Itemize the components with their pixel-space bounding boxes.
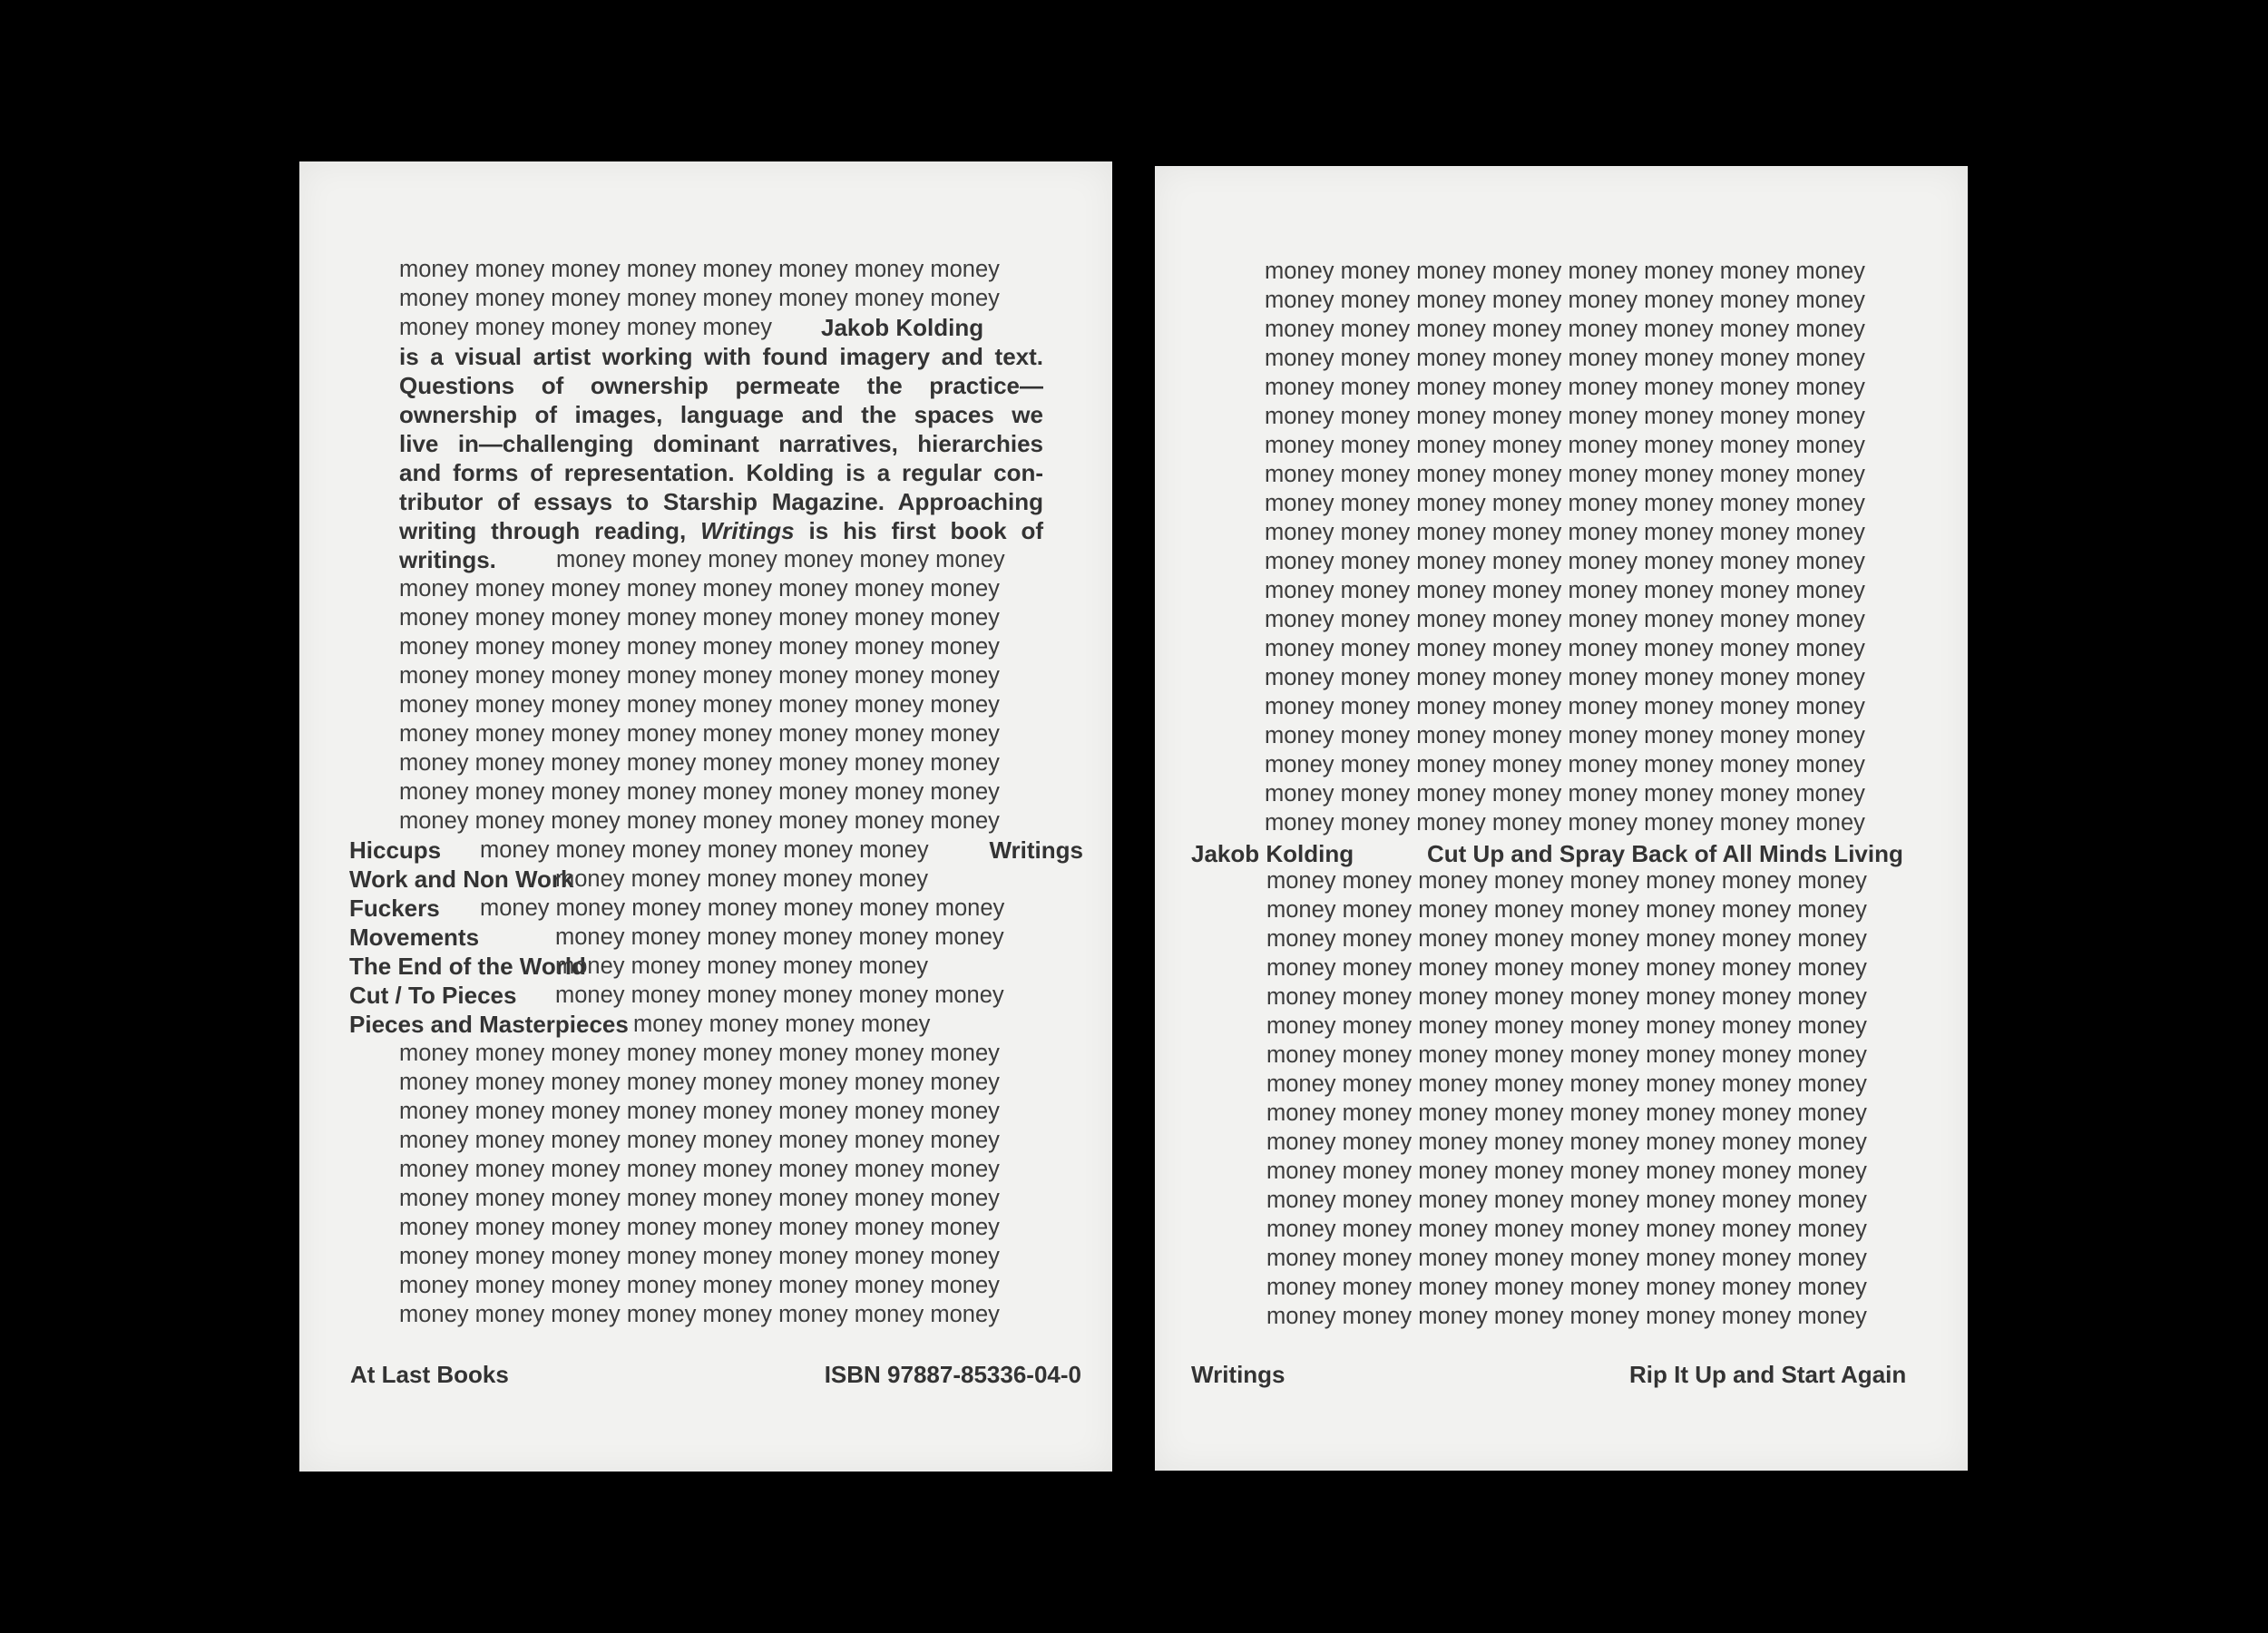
money-line: money money money money money [555,866,929,892]
money-line: money money money money money money money money [1265,636,1865,661]
money-line: money money money money money money money money [399,1157,1000,1182]
money-line: money money money money money money money money [399,692,1000,718]
money-line: money money money money money money money money [399,1099,1000,1124]
money-line: money money money money money money money money [1265,404,1865,429]
money-line: money money money money money money money money [1266,1275,1867,1300]
money-line: money money money money money money money money [1265,810,1865,836]
money-line: money money money money money money money money [1266,1217,1867,1242]
money-line: money money money money money money money money [399,1215,1000,1240]
money-line: money money money money money money money money [1265,723,1865,748]
back-cover [299,161,1112,1472]
bio-text: is his first book of [794,517,1043,544]
money-line: money money money money money money money money [399,1070,1000,1095]
money-line: money money money money money money money money [1265,317,1865,342]
money-line: money money money money money [399,315,773,340]
money-line: money money money money money money [556,547,1005,572]
bio-line: is a visual artist working with found imagery and text. [399,343,1043,370]
money-line: money money money money money money money money [1265,549,1865,574]
contents-title: Cut / To Pieces [349,982,517,1009]
bio-line [399,516,1043,545]
money-line: money money money money money money money money [1266,1129,1867,1155]
money-line: money money money money money money money money [1266,955,1867,981]
contents-heading: Writings [989,836,1083,864]
publisher-name: At Last Books [350,1361,509,1388]
money-line: money money money money money money money money [1265,491,1865,516]
contents-title: Pieces and Masterpieces [349,1011,629,1038]
book-title: Writings [1191,1361,1286,1388]
money-line: money money money money money [555,953,929,979]
bio-line: and forms of representation. Kolding is a regular con- [399,459,1043,486]
money-line: money money money money money money money money [1266,868,1867,894]
money-line: money money money money money money money money [1266,1071,1867,1097]
money-line: money money money money money money money money [399,779,1000,805]
money-line: money money money money money money [555,924,1004,950]
money-line: money money money money money money money money [1266,1100,1867,1126]
money-line: money money money money money money money money [1266,926,1867,952]
money-line: money money money money money money money [480,895,1005,921]
money-line: money money money money money money money money [399,1186,1000,1211]
money-line: money money money money money money money money [399,1041,1000,1066]
money-line: money money money money money money money money [1265,578,1865,603]
contents-title: The End of the World [349,953,586,980]
money-line: money money money money money money money money [399,1128,1000,1153]
contents-title: Work and Non Work [349,865,574,893]
money-line: money money money money money money money money [399,663,1000,689]
money-line: money money money money money money money money [1266,984,1867,1010]
bio-line: tributor of essays to Starship Magazine. Approaching [399,488,1043,515]
money-line: money money money money money money money money [399,634,1000,660]
money-line: money money money money money money [480,837,929,863]
contents-title: Movements [349,924,480,951]
money-line: money money money money money money money money [1266,1013,1867,1039]
money-line: money money money money money money money money [1266,1246,1867,1271]
money-line: money money money money money money money money [1266,1159,1867,1184]
money-line: money money money money money money money money [1265,259,1865,284]
bio-line: ownership of images, language and the spaces we [399,401,1043,428]
book-subtitle: Cut Up and Spray Back of All Minds Living [1427,840,1903,867]
contents-title: Hiccups [349,836,442,864]
money-line: money money money money money money money money [1265,752,1865,777]
bio-text: writing through reading, [399,517,701,544]
money-line: money money money money money money money money [1265,694,1865,719]
money-line: money money money money money money money money [399,257,1000,282]
money-line: money money money money money money money money [399,750,1000,776]
money-line: money money money money money money money money [1265,462,1865,487]
money-line: money money money money money money money money [1265,665,1865,690]
money-line: money money money money [633,1012,931,1037]
money-line: money money money money money money [555,983,1004,1008]
money-line: money money money money money money money money [1265,346,1865,371]
bio-end: writings. [399,546,496,573]
author-name: Jakob Kolding [821,314,984,341]
front-cover [1155,166,1968,1471]
money-line: money money money money money money money money [1266,1042,1867,1068]
money-line: money money money money money money money money [399,286,1000,311]
money-line: money money money money money money money money [1265,433,1865,458]
money-line: money money money money money money money money [399,605,1000,631]
money-line: money money money money money money money money [399,576,1000,601]
bio-line: live in—challenging dominant narratives, hierarchies [399,430,1043,457]
money-line: money money money money money money money money [399,1244,1000,1269]
author-name: Jakob Kolding [1191,840,1354,867]
money-line: money money money money money money money money [1266,897,1867,923]
money-line: money money money money money money money money [1266,1304,1867,1329]
money-line: money money money money money money money money [399,1302,1000,1327]
money-line: money money money money money money money money [1265,520,1865,545]
book-tagline: Rip It Up and Start Again [1629,1361,1907,1388]
isbn: ISBN 97887-85336-04-0 [824,1361,1081,1388]
money-line: money money money money money money money money [1266,1188,1867,1213]
money-line: money money money money money money money money [399,1273,1000,1298]
book-title-italic: Writings [700,517,795,544]
money-line: money money money money money money money money [1265,288,1865,313]
money-line: money money money money money money money money [399,721,1000,747]
bio-line: Questions of ownership permeate the practice— [399,372,1043,399]
money-line: money money money money money money money money [1265,781,1865,807]
contents-title: Fuckers [349,895,440,922]
money-line: money money money money money money money money [399,808,1000,834]
money-line: money money money money money money money money [1265,375,1865,400]
money-line: money money money money money money money money [1265,607,1865,632]
